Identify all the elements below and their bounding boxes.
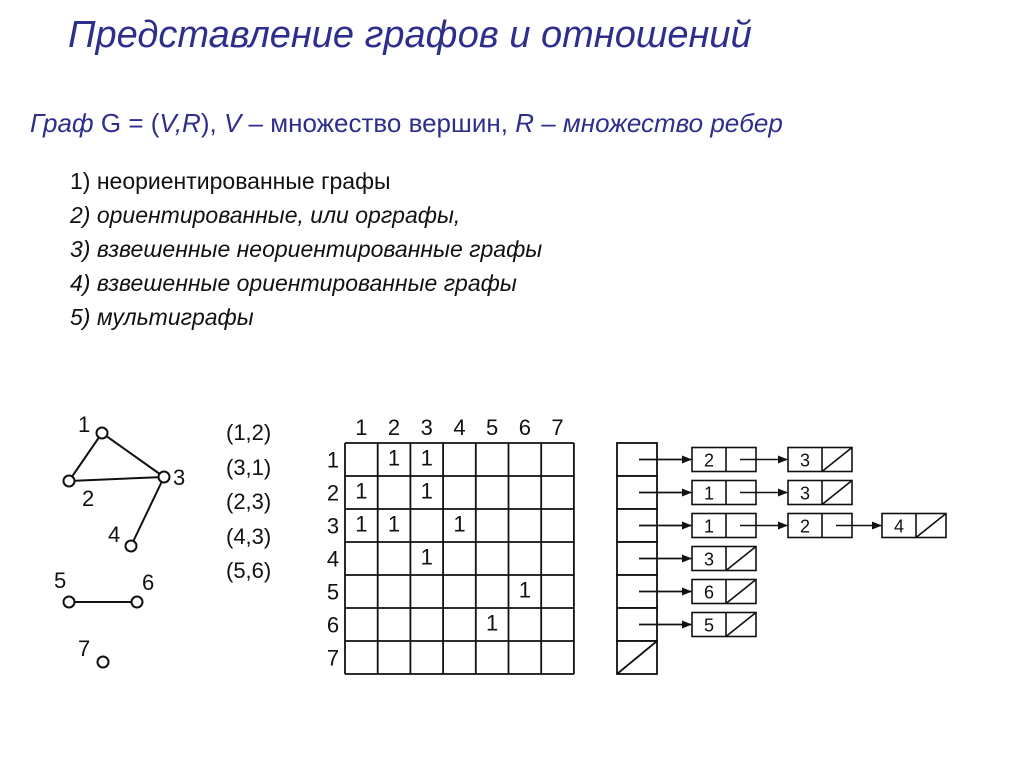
- graph-vertex: [64, 476, 75, 487]
- matrix-col-header: 1: [355, 415, 368, 440]
- adjacency-matrix: [327, 415, 574, 674]
- graph-vertex: [97, 428, 108, 439]
- graph-drawing: [64, 428, 170, 668]
- def-v-r: V,R: [159, 108, 201, 138]
- graph-type-item: 1) неориентированные графы: [70, 168, 391, 194]
- matrix-col-header: 2: [387, 415, 401, 440]
- graph-edge: [102, 433, 164, 477]
- list-node: [788, 448, 852, 472]
- def-close: ),: [200, 108, 217, 138]
- matrix-row-header: 4: [326, 546, 340, 572]
- graph-type-item: 4) взвешенные ориентированные графы: [70, 270, 517, 296]
- graph-edge: [131, 477, 164, 546]
- graph-vertex: [98, 657, 109, 668]
- def-r-desc: – множество ребер: [541, 108, 783, 138]
- matrix-row-header: 3: [326, 513, 340, 539]
- graph-edge: [69, 433, 102, 481]
- edge-list-item: (3,1): [226, 455, 272, 480]
- vertex-label: 6: [142, 570, 155, 595]
- matrix-row-header: 7: [326, 645, 340, 671]
- vertex-label: 1: [78, 412, 91, 437]
- matrix-row-header: 5: [326, 579, 340, 605]
- graph-vertex: [159, 472, 170, 483]
- adjacency-lists: [617, 443, 946, 674]
- list-node: [692, 547, 756, 571]
- matrix-cell-value: 1: [387, 445, 401, 471]
- matrix-row-header: 6: [326, 612, 340, 638]
- matrix-cell-value: 1: [486, 610, 499, 636]
- def-v: V: [223, 108, 242, 138]
- matrix-cell-value: 1: [355, 478, 368, 504]
- list-node-value: 4: [893, 516, 905, 537]
- list-node: [882, 514, 946, 538]
- edge-list: [226, 420, 271, 583]
- matrix-cell-value: 1: [420, 544, 433, 570]
- matrix-col-header: 4: [453, 415, 466, 440]
- edge-list-item: (5,6): [226, 558, 272, 583]
- matrix-col-header: 7: [551, 415, 564, 440]
- graph-vertex: [132, 597, 143, 608]
- graph-vertex-labels: [54, 412, 185, 661]
- list-node: [788, 481, 852, 505]
- list-node-value: 6: [703, 582, 715, 603]
- edge-list-item: (2,3): [226, 489, 272, 514]
- vertex-label: 2: [82, 486, 95, 511]
- graph-edge: [69, 477, 164, 481]
- def-g-expr: G = (: [100, 108, 160, 138]
- graph-vertex: [64, 597, 75, 608]
- graph-type-item: 2) ориентированные, или орграфы,: [70, 202, 461, 228]
- vertex-label: 3: [173, 465, 186, 490]
- vertex-label: 4: [108, 522, 121, 547]
- list-node-value: 2: [799, 516, 811, 537]
- matrix-cell-value: 1: [453, 511, 466, 537]
- matrix-cell-value: 1: [387, 511, 401, 537]
- matrix-col-header: 3: [420, 415, 433, 440]
- matrix-row-header: 1: [326, 447, 340, 473]
- list-node-value: 3: [799, 483, 811, 504]
- def-r: R: [515, 108, 535, 138]
- list-node-value: 2: [703, 450, 715, 471]
- edge-list-item: (1,2): [226, 420, 272, 445]
- list-node-value: 3: [703, 549, 715, 570]
- matrix-col-header: 6: [518, 415, 531, 440]
- vertex-label: 7: [78, 636, 91, 661]
- list-node: [692, 580, 756, 604]
- graph-type-item: 3) взвешенные неориентированные графы: [70, 236, 543, 262]
- matrix-row-header: 2: [326, 480, 340, 506]
- vertex-label: 5: [54, 568, 67, 593]
- def-v-desc: – множество вершин,: [248, 108, 508, 138]
- graph-type-item: 5) мультиграфы: [70, 304, 254, 330]
- graph-vertex: [126, 541, 137, 552]
- list-node-value: 5: [703, 615, 715, 636]
- edge-list-item: (4,3): [226, 524, 272, 549]
- list-node-value: 1: [703, 516, 715, 537]
- matrix-col-header: 5: [486, 415, 499, 440]
- matrix-cell-value: 1: [355, 511, 368, 537]
- matrix-cell-value: 1: [518, 577, 531, 603]
- list-node: [692, 613, 756, 637]
- list-node-value: 3: [799, 450, 811, 471]
- page-title: Представление графов и отношений: [68, 14, 752, 56]
- list-node-value: 1: [703, 483, 715, 504]
- matrix-cell-value: 1: [420, 478, 433, 504]
- matrix-cell-value: 1: [420, 445, 433, 471]
- def-graph-word: Граф: [30, 108, 94, 138]
